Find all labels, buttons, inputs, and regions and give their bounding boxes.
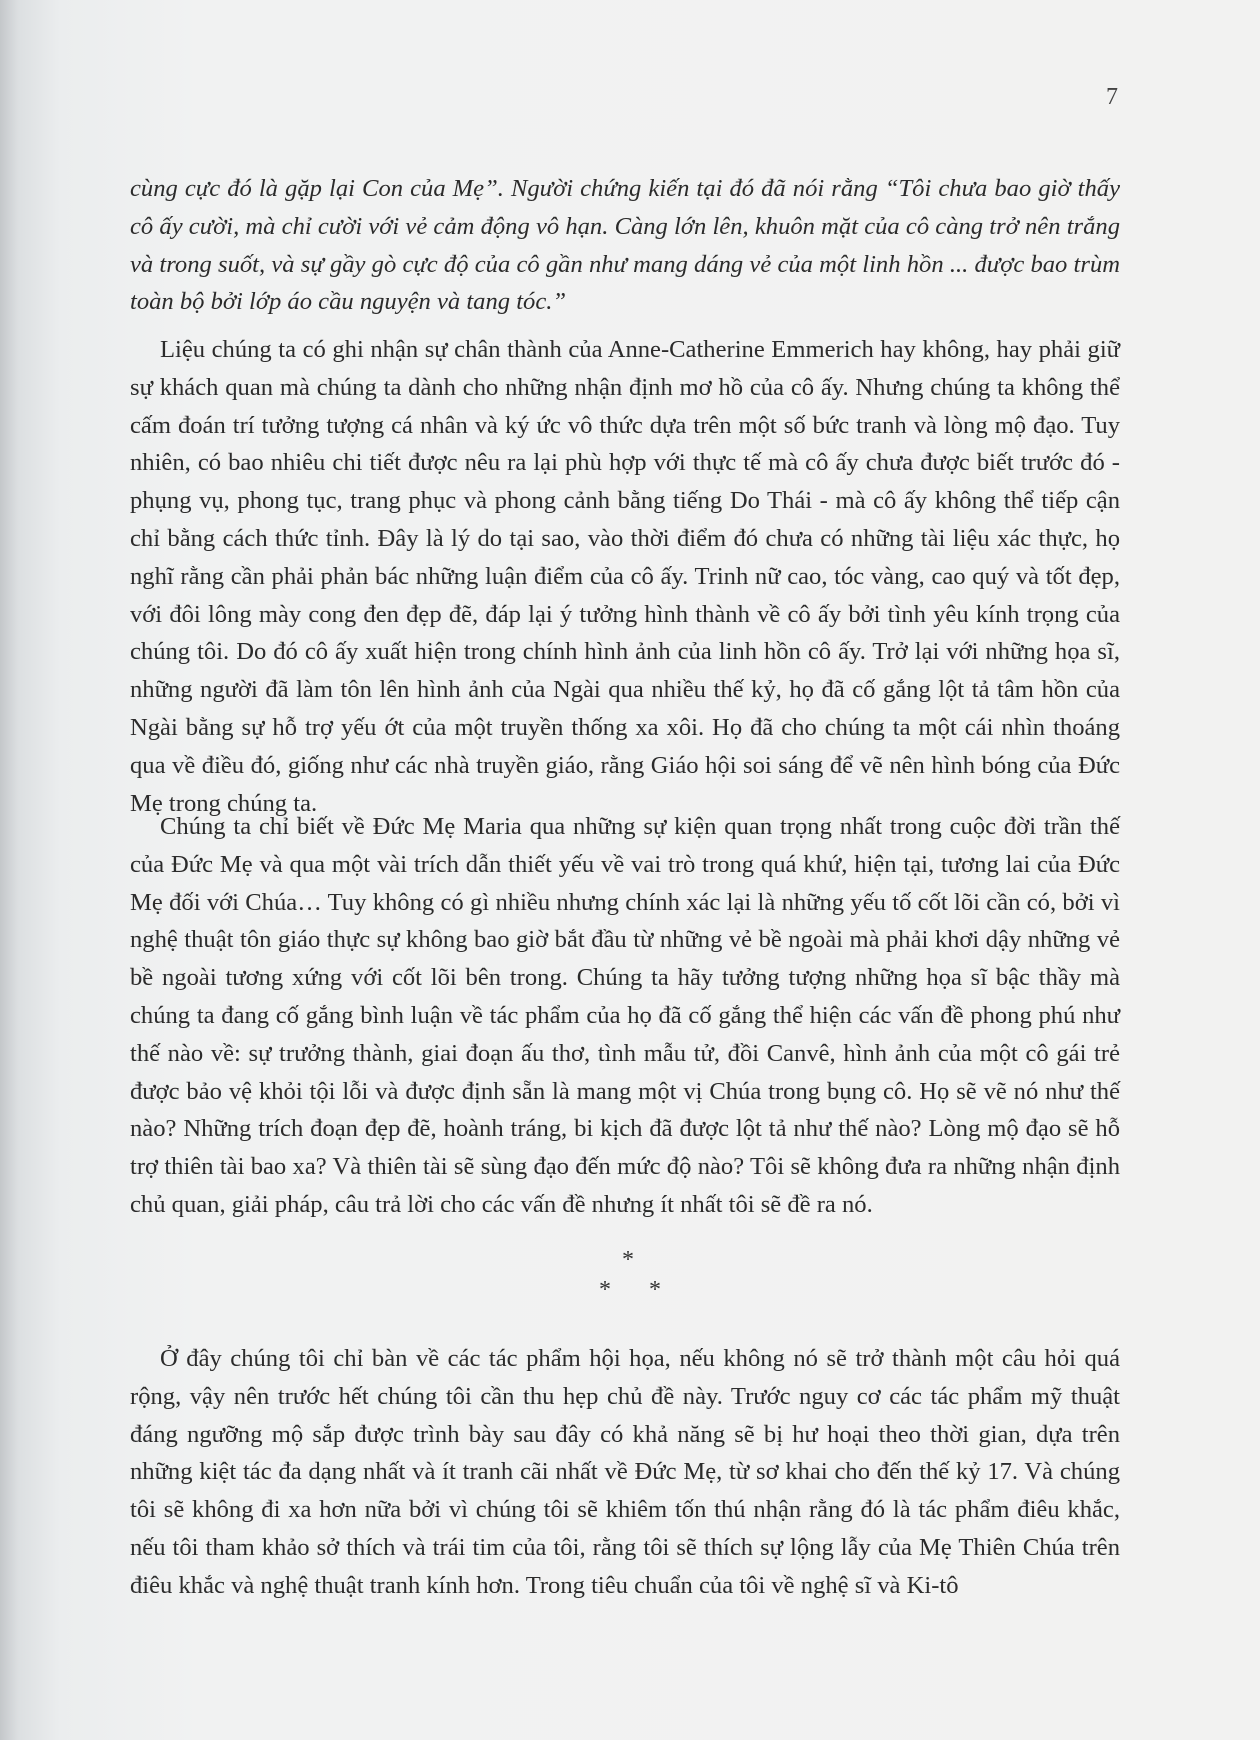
page-number: 7 [1106, 84, 1118, 110]
section-separator-bottom [0, 1278, 1260, 1302]
section-separator-top [0, 1248, 1258, 1272]
paragraph-mary-events: Chúng ta chỉ biết về Đức Mẹ Maria qua những sự kiện quan trọng nhất trong cuộc đời trần thế của Đức Mẹ và qua một vài trích dẫn thiết yếu về vai trò trong quá khứ, hiện tại, tương lai của Đức Mẹ đối với Chúa… Tuy không có gì nhiều nhưng chính xác lại là những yếu tố cốt lõi cần có, bởi vì nghệ thuật tôn giáo thực sự không bao giờ bắt đầu từ những vẻ bề ngoài mà phải khơi dậy những vẻ bề ngoài tương xứng với cốt lõi bên trong. Chúng ta hãy tưởng tượng những họa sĩ bậc thầy mà chúng ta đang cố gắng bình luận về tác phẩm của họ đã cố gắng thể hiện các vấn đề phong phú như thế nào về: sự trưởng thành, giai đoạn ấu thơ, tình mẫu tử, đồi Canvê, hình ảnh của một cô gái trẻ được bảo vệ khỏi tội lỗi và được định sẵn là mang một vị Chúa trong bụng cô. Họ sẽ vẽ nó như thế nào? Những trích đoạn đẹp đẽ, hoành tráng, bi kịch đã được lột tả như thế nào? Lòng mộ đạo sẽ hỗ trợ thiên tài bao xa? Và thiên tài sẽ sùng đạo đến mức độ nào? Tôi sẽ không đưa ra những nhận định chủ quan, giải pháp, câu trả lời cho các vấn đề nhưng ít nhất tôi sẽ đề ra nó. [130, 813, 1120, 1218]
paragraph-emmerich: Liệu chúng ta có ghi nhận sự chân thành của Anne-Catherine Emmerich hay không, hay phải giữ sự khách quan mà chúng ta dành cho những nhận định mơ hồ của cô ấy. Nhưng chúng ta không thể cấm đoán trí tưởng tượng cá nhân và ký ức vô thức dựa trên một số bức tranh và lòng mộ đạo. Tuy nhiên, có bao nhiêu chi tiết được nêu ra lại phù hợp với thực tế mà cô ấy chưa được biết trước đó - phụng vụ, phong tục, trang phục và phong cảnh bằng tiếng Do Thái - mà cô ấy không thể tiếp cận chỉ bằng cách thức tỉnh. Đây là lý do tại sao, vào thời điểm đó chưa có những tài liệu xác thực, họ nghĩ rằng cần phải phản bác những luận điểm của cô ấy. Trinh nữ cao, tóc vàng, cao quý và tốt đẹp, với đôi lông mày cong đen đẹp đẽ, đáp lại ý tưởng hình thành về cô ấy bởi tình yêu kính trọng của chúng tôi. Do đó cô ấy xuất hiện trong chính hình ảnh của linh hồn cô ấy. Trở lại với những họa sĩ, những người đã làm tôn lên hình ảnh của Ngài qua nhiều thế kỷ, họ đã cố gắng lột tả tâm hồn của Ngài bằng sự hỗ trợ yếu ớt của một truyền thống xa xôi. Họ đã cho chúng ta một cái nhìn thoáng qua về điều đó, giống như các nhà truyền giáo, rằng Giáo hội soi sáng để vẽ nên hình bóng của Đức Mẹ trong chúng ta. [130, 336, 1120, 817]
paragraph-quote-continuation: cùng cực đó là gặp lại Con của Mẹ”. Người chứng kiến tại đó đã nói rằng “Tôi chưa bao giờ thấy cô ấy cười, mà chỉ cười với vẻ cảm động vô hạn. Càng lớn lên, khuôn mặt của cô càng trở nên trắng và trong suốt, và sự gầy gò cực độ của cô gần như mang dáng vẻ của một linh hồn ... được bao trùm toàn bộ bởi lớp áo cầu nguyện và tang tóc.” [130, 175, 1120, 316]
separator-star: * [622, 1247, 634, 1273]
paragraph-painting-scope: Ở đây chúng tôi chỉ bàn về các tác phẩm hội họa, nếu không nó sẽ trở thành một câu hỏi quá rộng, vậy nên trước hết chúng tôi cần thu hẹp chủ đề này. Trước nguy cơ các tác phẩm mỹ thuật đáng ngưỡng mộ sắp được trình bày sau đây có khả năng sẽ bị hư hoại theo thời gian, dựa trên những kiệt tác đa dạng nhất và ít tranh cãi nhất về Đức Mẹ, từ sơ khai cho đến thế kỷ 17. Và chúng tôi sẽ không đi xa hơn nữa bởi vì chúng tôi sẽ khiêm tốn thú nhận rằng đó là tác phẩm điêu khắc, nếu tôi tham khảo sở thích và trái tim của tôi, rằng tôi sẽ thích sự lộng lẫy của Mẹ Thiên Chúa trên điêu khắc và nghệ thuật tranh kính hơn. Trong tiêu chuẩn của tôi về nghệ sĩ và Ki-tô [130, 1345, 1120, 1599]
separator-star: * [599, 1277, 611, 1303]
separator-star: * [649, 1277, 661, 1303]
